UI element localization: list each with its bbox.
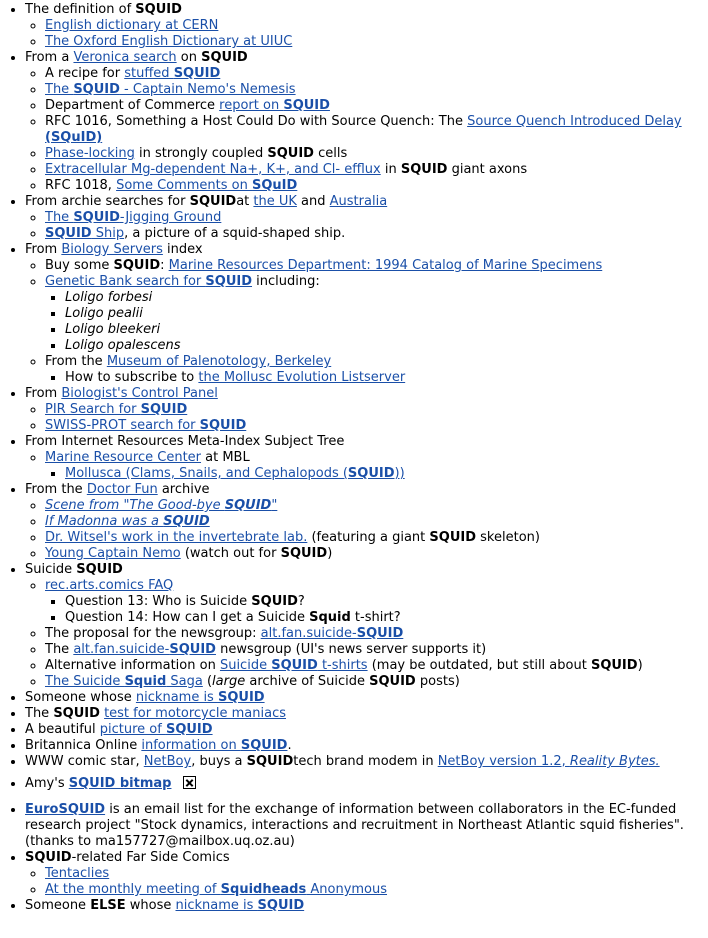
list-item	[45, 530, 708, 546]
link-report-on[interactable]: report on	[219, 98, 284, 113]
list-level-3	[45, 290, 708, 354]
link-information-on[interactable]: information on	[141, 738, 241, 753]
link-the-suicide[interactable]: The Suicide	[45, 674, 125, 689]
text: Department of Commerce	[45, 98, 220, 113]
list-item	[25, 738, 708, 754]
link-text[interactable]: SQUID	[140, 402, 188, 417]
list-item	[45, 354, 708, 386]
italic-text: large	[212, 674, 246, 689]
link-phase-locking[interactable]: Phase-locking	[45, 146, 135, 161]
text: in	[380, 162, 401, 177]
link-marine-resources-department-1994-catalog[interactable]: Marine Resources Department: 1994 Catalog of Marine Specimens	[168, 258, 603, 273]
list-level-2	[25, 578, 708, 690]
bold-text: SQUID	[400, 162, 448, 177]
link-text[interactable]: SQUID	[347, 466, 395, 481]
link-squid[interactable]	[73, 82, 120, 97]
link-squid[interactable]	[258, 898, 305, 913]
link-test-for-motorcycle-maniacs[interactable]: test for motorcycle maniacs	[104, 706, 286, 721]
link-text[interactable]: SQUID	[224, 498, 272, 513]
list-item	[25, 850, 708, 898]
link-pir-search-for[interactable]: PIR Search for	[45, 402, 141, 417]
link-mollusca-clams-snails-and-cephalopods[interactable]: Mollusca (Clams, Snails, and Cephalopods (	[65, 466, 348, 481]
link-eurosquid[interactable]	[25, 802, 105, 817]
link-text[interactable]: SQUID	[73, 82, 120, 97]
italic-text: Loligo bleekeri	[65, 322, 161, 337]
list-item	[65, 306, 708, 322]
list-item	[25, 386, 708, 434]
link-australia[interactable]: Australia	[329, 194, 388, 209]
list-item	[25, 706, 708, 722]
list-item	[45, 882, 708, 898]
text: The	[45, 642, 74, 657]
list-level-2	[25, 258, 708, 386]
list-item	[25, 194, 708, 242]
link-text[interactable]: SQUID	[173, 66, 221, 81]
link-doctor-fun[interactable]: Doctor Fun	[86, 482, 158, 497]
list-item	[45, 66, 708, 82]
text: t-shirt?	[350, 610, 401, 625]
text: ?	[297, 594, 305, 609]
text: A beautiful	[25, 722, 100, 737]
text: RFC 1016, Something a Host Could Do with Source Quench: The	[45, 114, 468, 129]
text: whose	[125, 898, 176, 913]
list-item	[25, 754, 708, 770]
text: (	[202, 674, 213, 689]
bold-text: SQUID	[369, 674, 416, 689]
text: A recipe for	[45, 66, 125, 81]
bold-text: SQUID	[246, 754, 294, 769]
link-squid[interactable]	[283, 98, 330, 113]
link-squid[interactable]	[225, 498, 272, 513]
text: tech brand modem in	[293, 754, 438, 769]
list-item	[25, 562, 708, 690]
list-level-3	[45, 594, 708, 626]
link-the[interactable]: The	[45, 210, 74, 225]
bold-text: ELSE	[90, 898, 126, 913]
bold-text: SQUID	[76, 562, 123, 577]
list-level-1	[0, 2, 708, 914]
link-text[interactable]: SQUID	[45, 226, 92, 241]
list-item	[45, 674, 708, 690]
list-level-3	[45, 370, 708, 386]
text: Britannica Online	[25, 738, 142, 753]
link-squid[interactable]	[200, 418, 247, 433]
list-item	[45, 98, 708, 114]
list-item	[25, 434, 708, 482]
text: The definition of	[25, 2, 136, 17]
link-extracellular-mg-dependent-na-k-and-cl-e[interactable]: Extracellular Mg-dependent Na+, K+, and Cl- efflux	[45, 162, 381, 177]
link-text[interactable]: SQUID	[271, 658, 318, 673]
link-the-oxford-english-dictionary-at-uiuc[interactable]: The Oxford English Dictionary at UIUC	[45, 34, 293, 49]
list-item	[45, 258, 708, 274]
link-dr-witsel-s-work-in-the-invertebrate-lab[interactable]: Dr. Witsel's work in the invertebrate lab.	[45, 530, 308, 545]
link-squid[interactable]	[357, 626, 404, 641]
text: (featuring a giant	[307, 530, 430, 545]
list-item	[45, 658, 708, 674]
text: Alternative information on	[45, 658, 220, 673]
list-level-2	[25, 66, 708, 194]
link-rec-arts-comics-faq[interactable]: rec.arts.comics FAQ	[45, 578, 174, 593]
link-source-quench-introduced-delay[interactable]: Source Quench Introduced Delay	[467, 114, 682, 129]
italic-text: Loligo forbesi	[65, 290, 153, 305]
list-item	[65, 322, 708, 338]
link-jigging-ground[interactable]: -Jigging Ground	[119, 210, 222, 225]
list-item	[65, 338, 708, 354]
link-reality-bytes[interactable]	[570, 754, 660, 769]
list-item	[45, 178, 708, 194]
list-item	[45, 402, 708, 418]
text: archive	[157, 482, 210, 497]
text: is an email list for the exchange of information between collaborators in the EC-funded research project "Stock dynamics, interactions and recruitment in Northeast Atlantic squid fisheries". (thanks to ma157727@mailbox.uq.oz.au)	[25, 802, 684, 849]
link-netboy-version-1-2[interactable]: NetBoy version 1.2,	[437, 754, 570, 769]
link-picture-of[interactable]: picture of	[99, 722, 166, 737]
list-item	[45, 210, 708, 226]
link-if-madonna-was-a[interactable]	[45, 514, 163, 529]
link-museum-of-palenotology-berkeley[interactable]: Museum of Palenotology, Berkeley	[106, 354, 332, 369]
link-text[interactable]: If Madonna was a	[45, 514, 164, 529]
list-item	[45, 626, 708, 642]
list-item	[45, 578, 708, 626]
link-captain-nemo-s-nemesis[interactable]: - Captain Nemo's Nemesis	[119, 82, 296, 97]
bold-text: SQUID	[429, 530, 477, 545]
link-anonymous[interactable]: Anonymous	[306, 882, 388, 897]
list-item	[45, 546, 708, 562]
link-suicide[interactable]: Suicide	[219, 658, 272, 673]
list-item	[45, 146, 708, 162]
list-item	[45, 274, 708, 354]
link-text[interactable]: Squidheads	[220, 882, 307, 897]
link-squid[interactable]	[169, 642, 216, 657]
text: The	[25, 706, 54, 721]
link-squid[interactable]	[205, 274, 252, 289]
bold-text: SQUID	[267, 146, 314, 161]
link-squid[interactable]	[73, 210, 120, 225]
bold-text: SQUID	[590, 658, 638, 673]
link-text[interactable]: ))	[394, 466, 405, 481]
list-item	[25, 690, 708, 706]
link-text[interactable]: SQUID	[199, 418, 247, 433]
bold-text: SQUID	[280, 546, 328, 561]
list-item	[45, 18, 708, 34]
list-item	[45, 866, 708, 882]
link-squid[interactable]	[45, 226, 92, 241]
link-squidheads[interactable]	[221, 882, 307, 897]
link-text[interactable]: SQUID	[73, 210, 120, 225]
text: From	[25, 242, 62, 257]
text: at MBL	[201, 450, 250, 465]
list-level-2	[25, 498, 708, 562]
text: Question 13: Who is Suicide	[65, 594, 252, 609]
list-item	[25, 722, 708, 738]
text: index	[162, 242, 203, 257]
text: )	[327, 546, 333, 561]
text: (may be outdated, but still about	[367, 658, 591, 673]
text: From archie searches for	[25, 194, 190, 209]
link-the-mollusc-evolution-listserver[interactable]: the Mollusc Evolution Listserver	[198, 370, 406, 385]
list-item	[45, 34, 708, 50]
link-text[interactable]: SQUID	[283, 98, 330, 113]
list-item	[65, 370, 708, 386]
list-level-2	[25, 402, 708, 434]
link-biology-servers[interactable]: Biology Servers	[61, 242, 163, 257]
link-text[interactable]: SQUID	[205, 274, 253, 289]
link-text[interactable]: SQUID	[257, 898, 305, 913]
list-item	[45, 450, 708, 482]
link-squid[interactable]	[348, 466, 395, 481]
bold-text: SQUID	[135, 2, 182, 17]
text: :	[160, 258, 169, 273]
link-text[interactable]: SQUID	[163, 514, 210, 529]
link-ship[interactable]: Ship	[91, 226, 125, 241]
list-item	[25, 50, 708, 194]
link-text[interactable]	[271, 498, 277, 513]
link-biologist-s-control-panel[interactable]: Biologist's Control Panel	[61, 386, 218, 401]
bold-text: SQUID	[201, 50, 248, 65]
link-nickname-is[interactable]: nickname is	[175, 898, 258, 913]
link-squid[interactable]	[125, 674, 167, 689]
link-squid[interactable]	[141, 402, 188, 417]
link-squid[interactable]	[271, 658, 318, 673]
link-some-comments-on[interactable]: Some Comments on	[116, 178, 253, 193]
list-item	[25, 242, 708, 386]
text: Someone	[25, 898, 91, 913]
text: )	[637, 658, 643, 673]
list-item	[45, 642, 708, 658]
text: , buys a	[191, 754, 247, 769]
text: .	[287, 738, 292, 753]
text: WWW comic star,	[25, 754, 144, 769]
link-at-the-monthly-meeting-of[interactable]: At the monthly meeting of	[45, 882, 221, 897]
list-level-2	[25, 450, 708, 482]
link-the[interactable]: The	[45, 82, 74, 97]
text: From the	[45, 354, 107, 369]
link-scene-from-the-good-bye[interactable]	[45, 498, 225, 513]
bold-text: SQUID	[53, 706, 100, 721]
link-marine-resource-center[interactable]: Marine Resource Center	[45, 450, 202, 465]
list-item	[45, 162, 708, 178]
link-alt-fan-suicide[interactable]: alt.fan.suicide-	[260, 626, 357, 641]
link-text[interactable]: Squid	[124, 674, 167, 689]
link-text[interactable]: EuroSQUID	[25, 802, 106, 817]
link-squid[interactable]	[45, 130, 102, 145]
text: posts)	[415, 674, 460, 689]
text: on	[176, 50, 202, 65]
link-tentaclies[interactable]: Tentaclies	[45, 866, 110, 881]
link-squid[interactable]	[252, 178, 297, 193]
link-text[interactable]: SQuID	[252, 178, 298, 193]
text: cells	[313, 146, 348, 161]
italic-text: Loligo pealii	[65, 306, 143, 321]
bold-text: SQUID	[25, 850, 72, 865]
text: and	[296, 194, 330, 209]
text: giant axons	[447, 162, 528, 177]
link-text[interactable]: SQUID	[356, 626, 404, 641]
text: Amy's	[25, 776, 69, 791]
link-text[interactable]: Reality Bytes.	[569, 754, 660, 769]
text: Suicide	[25, 562, 77, 577]
text: -related Far Side Comics	[71, 850, 230, 865]
text: How to subscribe to	[65, 370, 199, 385]
text: From a	[25, 50, 74, 65]
link-squid-bitmap[interactable]	[69, 776, 172, 791]
link-text[interactable]: SQUID	[169, 642, 216, 657]
text: RFC 1018,	[45, 178, 117, 193]
link-t-shirts[interactable]: t-shirts	[317, 658, 368, 673]
list-level-3	[45, 466, 708, 482]
list-item	[25, 776, 708, 792]
link-text[interactable]: SQUID	[165, 722, 213, 737]
list-level-2	[25, 866, 708, 898]
link-text[interactable]: SQUID	[217, 690, 265, 705]
link-alt-fan-suicide[interactable]: alt.fan.suicide-	[73, 642, 170, 657]
bold-text: SQUID	[113, 258, 161, 273]
link-squid[interactable]	[166, 722, 213, 737]
bold-text: SQUID	[251, 594, 298, 609]
link-text[interactable]: "	[271, 498, 278, 513]
text: Question 14: How can I get a Suicide	[65, 610, 310, 625]
text: Someone whose	[25, 690, 136, 705]
list-level-2	[25, 210, 708, 242]
text: skeleton)	[476, 530, 540, 545]
italic-text: Loligo opalescens	[65, 338, 181, 353]
link-squid[interactable]	[174, 66, 221, 81]
link-text[interactable]: Scene from "The Good-bye	[45, 498, 225, 513]
text: (watch out for	[180, 546, 281, 561]
link-squid[interactable]	[163, 514, 210, 529]
link-the-uk[interactable]: the UK	[253, 194, 297, 209]
list-item	[65, 610, 708, 626]
text: From Internet Resources Meta-Index Subject Tree	[25, 434, 345, 449]
text: including:	[252, 274, 320, 289]
bold-text: SQUID	[189, 194, 237, 209]
list-item	[45, 226, 708, 242]
link-nickname-is[interactable]: nickname is	[135, 690, 218, 705]
link-text[interactable]: (SQuID)	[45, 130, 103, 145]
link-stuffed[interactable]: stuffed	[124, 66, 174, 81]
link-young-captain-nemo[interactable]: Young Captain Nemo	[45, 546, 181, 561]
link-english-dictionary-at-cern[interactable]: English dictionary at CERN	[45, 18, 219, 33]
list-item	[25, 802, 708, 850]
broken-image-icon[interactable]	[183, 776, 196, 789]
list-item	[45, 498, 708, 514]
text: archive of Suicide	[245, 674, 370, 689]
link-text[interactable]: SQUID	[240, 738, 288, 753]
link-text[interactable]: SQUID bitmap	[68, 776, 172, 791]
link-squid[interactable]	[218, 690, 265, 705]
list-item	[25, 2, 708, 50]
list-item	[65, 466, 708, 482]
text: in strongly coupled	[134, 146, 268, 161]
list-item	[45, 82, 708, 98]
text: , a picture of a squid-shaped ship.	[124, 226, 346, 241]
link-squid[interactable]	[241, 738, 288, 753]
list-level-2	[25, 18, 708, 50]
list-item	[45, 514, 708, 530]
text: Buy some	[45, 258, 114, 273]
text: From the	[25, 482, 87, 497]
link-genetic-bank-search-for[interactable]: Genetic Bank search for	[45, 274, 206, 289]
text: at	[236, 194, 254, 209]
list-item	[25, 898, 708, 914]
link-saga[interactable]: Saga	[166, 674, 203, 689]
text: The proposal for the newsgroup:	[45, 626, 261, 641]
link-netboy[interactable]: NetBoy	[143, 754, 192, 769]
link-veronica-search[interactable]: Veronica search	[73, 50, 177, 65]
bold-text: Squid	[309, 610, 351, 625]
list-item	[65, 290, 708, 306]
list-item	[45, 418, 708, 434]
list-item	[65, 594, 708, 610]
text: newsgroup (UI's news server supports it)	[215, 642, 487, 657]
list-item	[45, 114, 708, 146]
link-swiss-prot-search-for[interactable]: SWISS-PROT search for	[45, 418, 200, 433]
list-item	[25, 482, 708, 562]
text: From	[25, 386, 62, 401]
